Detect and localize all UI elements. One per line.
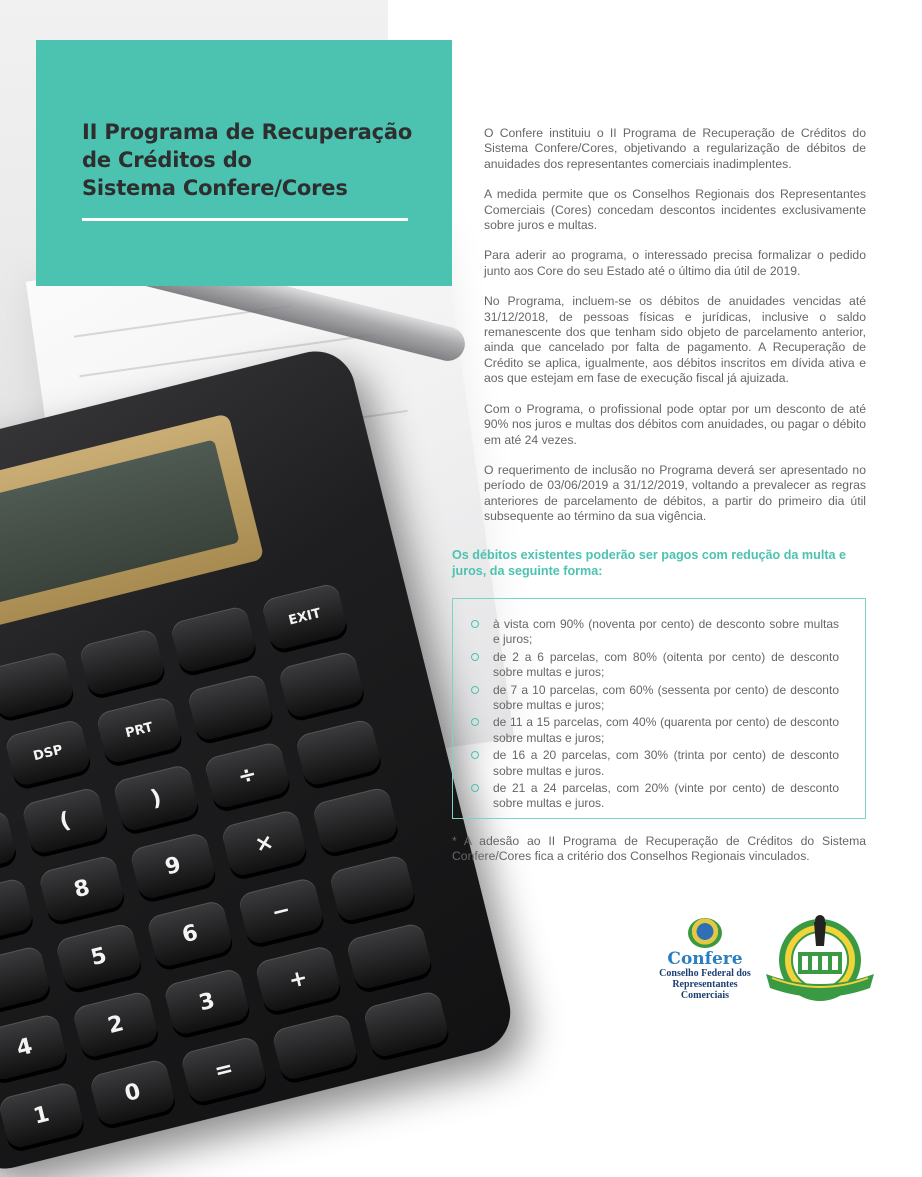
payment-options-box: [452, 598, 866, 819]
logo-subtitle-1: Conselho Federal dos: [659, 968, 751, 979]
option-text: de 2 a 6 parcelas, com 80% (oitenta por cento) de desconto sobre multas e juros;: [493, 649, 839, 680]
calculator-key: 2: [72, 990, 160, 1059]
circle-bullet-icon: [471, 751, 479, 759]
calculator-key: [186, 673, 274, 742]
paragraph: Para aderir ao programa, o interessado precisa formalizar o pedido junto aos Core do seu Estado até o último dia útil de 2019.: [484, 248, 866, 278]
title-box: [36, 40, 452, 286]
calculator-key: [362, 990, 450, 1059]
calculator-keys: [0, 578, 466, 1150]
calculator-key: [0, 650, 75, 719]
calculator-key: 9: [129, 831, 217, 900]
calculator-key: [294, 718, 382, 787]
circle-bullet-icon: [471, 653, 479, 661]
paragraph: O Confere instituiu o II Programa de Recuperação de Créditos do Sistema Confere/Cores, objetivando a regularização de débitos de anuidades dos representantes comerciais inadimplentes.: [484, 126, 866, 171]
brazil-crest-icon: [688, 918, 722, 948]
option-text: de 21 a 24 parcelas, com 20% (vinte por cento) de desconto sobre multas e juros.: [493, 781, 839, 811]
paragraph: A medida permite que os Conselhos Regionais dos Representantes Comerciais (Cores) concedam descontos incidentes exclusivamente sobre juros e multas.: [484, 187, 866, 233]
option-text: de 11 a 15 parcelas, com 40% (quarenta por cento) de desconto sobre multas e juros;: [493, 715, 839, 745]
paragraph: Com o Programa, o profissional pode optar por um desconto de até 90% nos juros e multas dos débitos com anuidades, ou pagar o débito em até 24 vezes.: [484, 401, 866, 447]
list-item: [471, 781, 839, 812]
calculator-key: DSP: [4, 718, 92, 787]
calculator-key: =: [180, 1035, 268, 1104]
calculator-key: [0, 809, 18, 878]
payment-options-list: [471, 617, 839, 812]
list-item: [471, 715, 839, 746]
page-title: [82, 118, 422, 202]
list-item: [471, 650, 839, 681]
option-text: de 7 a 10 parcelas, com 60% (sessenta por cento) de desconto sobre multas e juros;: [493, 682, 839, 713]
option-text: de 16 a 20 parcelas, com 30% (trinta por cento) de desconto sobre multas e juros.: [493, 748, 839, 778]
calculator-key: +: [254, 944, 342, 1013]
calculator-key: 3: [163, 967, 251, 1036]
paragraph: No Programa, incluem-se os débitos de anuidades vencidas até 31/12/2018, de pessoas físicas e jurídicas, inclusive o saldo remanescente dos que tenham sido objeto de parcelamento anterior, ainda que cancelado por falta de pagamento. A Recuperação de Crédito se aplica, igualmente, aos débitos inscritos em dívida ativa e aos que estejam em fase de execução fiscal já ajuizada.: [484, 294, 866, 386]
body-text: [484, 126, 866, 540]
circle-bullet-icon: [471, 620, 479, 628]
title-line-2: de Créditos do: [82, 148, 252, 172]
calculator-key: [311, 786, 399, 855]
calculator-key: [277, 650, 365, 719]
calculator-key: 0: [88, 1058, 176, 1127]
calculator-key: ×: [220, 809, 308, 878]
calculator-key: 1: [0, 1081, 86, 1150]
title-line-1: II Programa de Recuperação: [82, 120, 413, 144]
confere-logo: [650, 918, 760, 1008]
calculator-key: 6: [146, 899, 234, 968]
paragraph: O requerimento de inclusão no Programa deverá ser apresentado no período de 03/06/2019 a 31/12/2019, voltando a prevalecer as regras anteriores de parcelamento de débitos, a partir do primeiro dia útil subsequente ao término da sua vigência.: [484, 462, 866, 524]
calculator-key: [0, 945, 52, 1014]
calculator-key: 8: [38, 854, 126, 923]
option-text: à vista com 90% (noventa por cento) de desconto sobre multas e juros;: [493, 617, 839, 647]
calculator-key: ): [112, 763, 200, 832]
calculator-key: (: [21, 786, 109, 855]
calculator-key: [0, 877, 35, 946]
calculator-key: EXIT: [261, 582, 349, 651]
calculator-key: −: [237, 877, 325, 946]
calculator-key: 5: [55, 922, 143, 991]
list-item: [471, 683, 839, 714]
calculator-key: 4: [0, 1013, 69, 1082]
logo-subtitle-2: Representantes Comerciais: [672, 979, 738, 1001]
sistema-confere-cores-seal-icon: [762, 912, 878, 1008]
calculator-key: [0, 741, 1, 810]
calculator-key: ÷: [203, 741, 291, 810]
calculator-key: [345, 922, 433, 991]
calculator-key: [328, 854, 416, 923]
calculator-key: [169, 605, 257, 674]
circle-bullet-icon: [471, 686, 479, 694]
list-item: [471, 748, 839, 779]
footnote: * A adesão ao II Programa de Recuperação de Créditos do Sistema Confere/Cores fica a critério dos Conselhos Regionais vinculados.: [452, 834, 866, 864]
calculator-key: PRT: [95, 695, 183, 764]
title-divider: [82, 218, 408, 221]
circle-bullet-icon: [471, 784, 479, 792]
calculator-key: [78, 628, 166, 697]
circle-bullet-icon: [471, 718, 479, 726]
calculator-key: [271, 1012, 359, 1081]
title-line-3: Sistema Confere/Cores: [82, 176, 348, 200]
list-item: [471, 617, 839, 648]
logo-name: Confere: [667, 949, 743, 969]
highlight-text: Os débitos existentes poderão ser pagos com redução da multa e juros, da seguinte forma:: [452, 548, 847, 578]
